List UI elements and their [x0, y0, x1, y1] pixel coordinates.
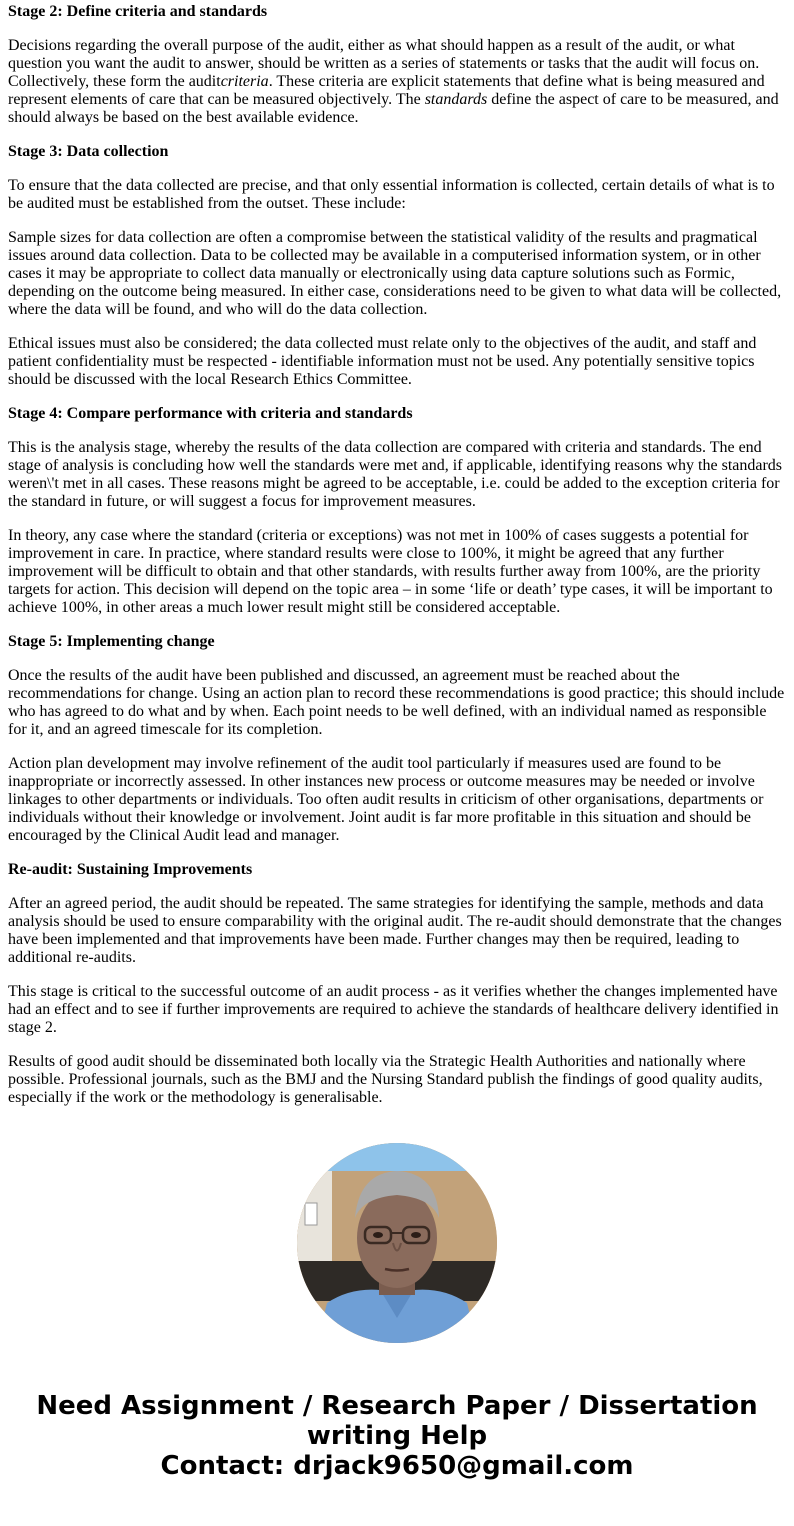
emphasis-criteria: criteria [220, 73, 269, 90]
emphasis-standards: standards [424, 91, 488, 108]
section-heading: Re-audit: Sustaining Improvements [8, 861, 253, 878]
author-photo-container [0, 1143, 794, 1343]
paragraph: Sample sizes for data collection are often a compromise between the statistical validity of the results and pragmatical issues around data collection. Data to be collected may be available in a computerised information system, or in other cases it may be appropriate to collect data manually or electronically using data capture solutions such as Formic, depending on the outcome being measured. In either case, considerations need to be given to what data will be collected, where the data will be found, and who will do the data collection. [8, 229, 782, 318]
section-heading: Stage 4: Compare performance with criteria and standards [8, 405, 413, 422]
paragraph: This is the analysis stage, whereby the results of the data collection are compared with criteria and standards. The end stage of analysis is concluding how well the standards were met and, if applicable, identifying reasons why the standards weren\'t met in all cases. These reasons might be agreed to be acceptable, i.e. could be added to the exception criteria for the standard in future, or will suggest a focus for improvement measures. [8, 439, 783, 510]
paragraph: In theory, any case where the standard (criteria or exceptions) was not met in 100% of cases suggests a potential for improvement in care. In practice, where standard results were close to 100%, it might be agreed that any further improvement will be difficult to obtain and that other standards, with results further away from 100%, are the priority targets for action. This decision will depend on the topic area – in some ‘life or death’ type cases, it will be important to achieve 100%, in other areas a much lower result might still be considered acceptable. [8, 527, 773, 616]
section-heading: Stage 5: Implementing change [8, 633, 215, 650]
paragraph [8, 37, 786, 127]
paragraph: Results of good audit should be disseminated both locally via the Strategic Health Authorities and nationally where possible. Professional journals, such as the BMJ and the Nursing Standard publish the findings of good quality audits, especially if the work or the methodology is generalisable. [8, 1053, 763, 1106]
portrait-icon [297, 1143, 497, 1343]
document-body [0, 3, 794, 1107]
paragraph: Ethical issues must also be considered; the data collected must relate only to the objectives of the audit, and staff and patient confidentiality must be respected - identifiable information must not be used. Any potentially sensitive topics should be discussed with the local Research Ethics Committee. [8, 335, 757, 388]
paragraph: Action plan development may involve refinement of the audit tool particularly if measures used are found to be inappropriate or incorrectly assessed. In other instances new process or outcome measures may be needed or involve linkages to other departments or individuals. Too often audit results in criticism of other organisations, departments or individuals without their knowledge or involvement. Joint audit is far more profitable in this situation and should be encouraged by the Clinical Audit lead and manager. [8, 755, 764, 844]
paragraph: This stage is critical to the successful outcome of an audit process - as it verifies whether the changes implemented have had an effect and to see if further improvements are required to achieve the standards of healthcare delivery identified in stage 2. [8, 983, 779, 1036]
paragraph: To ensure that the data collected are precise, and that only essential information is collected, certain details of what is to be audited must be established from the outset. These include: [8, 177, 775, 212]
author-photo [297, 1143, 497, 1343]
contact-email: Contact: drjack9650@gmail.com [160, 1451, 634, 1481]
section-heading: Stage 3: Data collection [8, 143, 169, 160]
promo-text: Need Assignment / Research Paper / Dissertation writing Help [36, 1391, 758, 1451]
text-run: . These criteria are explicit statements that define what is being measured and represent elements of care that can be measured objectively. The [8, 73, 765, 108]
contact-banner [0, 1391, 794, 1521]
text-run: Decisions regarding the overall purpose of the audit, either as what should happen as a result of the audit, or what question you want the audit to answer, should be written as a series of statements or tasks that the audit will focus on. Collectively, these form the audit [8, 37, 760, 90]
paragraph: Once the results of the audit have been published and discussed, an agreement must be reached about the recommendations for change. Using an action plan to record these recommendations is good practice; this should include who has agreed to do what and by when. Each point needs to be well defined, with an individual named as responsible for it, and an agreed timescale for its completion. [8, 667, 785, 738]
section-heading: Stage 2: Define criteria and standards [8, 3, 268, 20]
paragraph: After an agreed period, the audit should be repeated. The same strategies for identifying the sample, methods and data analysis should be used to ensure comparability with the original audit. The re-audit should demonstrate that the changes have been implemented and that improvements have been made. Further changes may then be required, leading to additional re-audits. [8, 895, 782, 966]
text-run: define the aspect of care to be measured, and should always be based on the best available evidence. [8, 91, 779, 126]
